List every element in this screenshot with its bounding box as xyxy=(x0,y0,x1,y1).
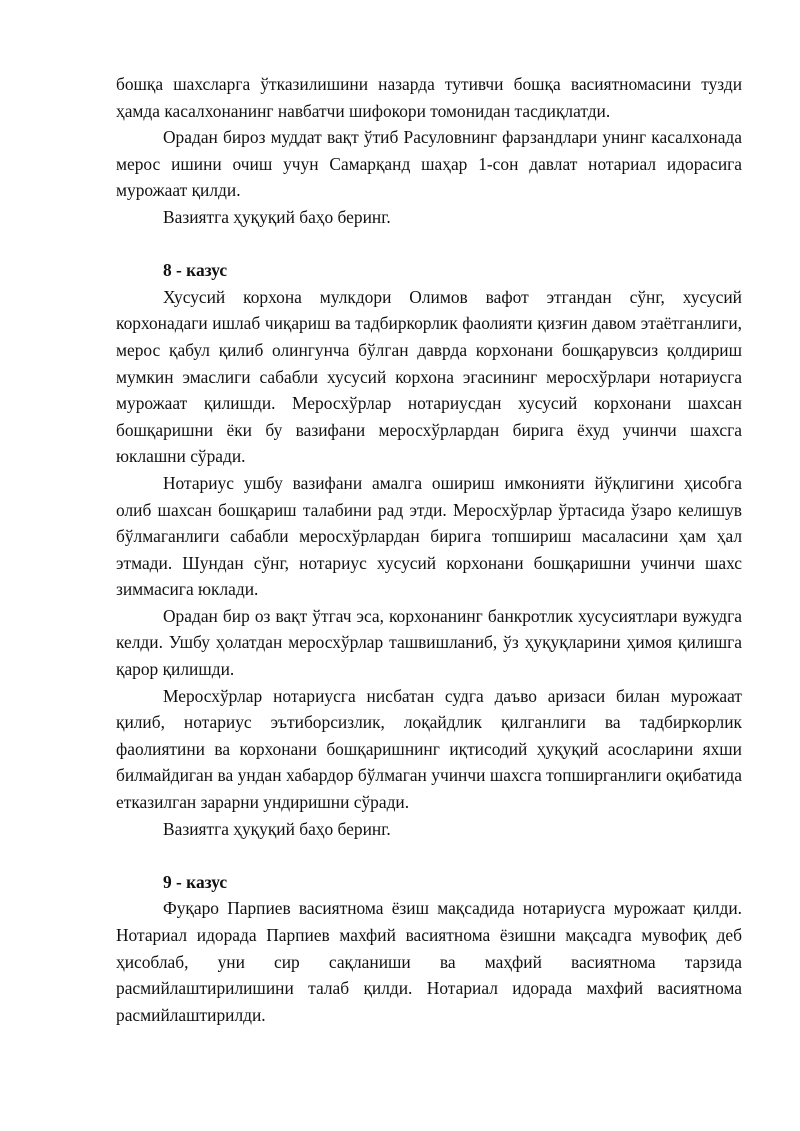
paragraph-intro-notary: Орадан бироз муддат вақт ўтиб Расуловнинг фарзандлари унинг касалхонада мерос ишини очиш учун Самарқанд шаҳар 1-сон давлат нотариал идорасига мурожаат қилди. xyxy=(116,127,742,201)
paragraph-intro-continued: бошқа шахсларга ўтказилишини назарда тутивчи бошқа васиятномасини тузди ҳамда касалхонанинг навбатчи шифокори томонидан тасдиқлатди. xyxy=(116,74,742,121)
case-8-task: Вазиятга ҳуқуқий баҳо беринг. xyxy=(163,818,391,839)
case-9-heading: 9 - казус xyxy=(163,871,228,892)
section-gap xyxy=(116,842,742,869)
case-8-paragraph-4: Меросхўрлар нотариусга нисбатан судга даъво аризаси билан мурожаат қилиб, нотариус эътиборсизлик, лоқайдлик қилганлиги ва тадбиркорлик фаолиятини ва корхонани бошқаришнинг иқтисодий ҳуқуқий асосларини яхши билмайдиган ва ундан хабардор бўлмаган учинчи шахсга топширганлиги оқибатида етказилган зарарни ундиришни сўради. xyxy=(116,685,742,813)
case-8-heading: 8 - казус xyxy=(163,260,228,281)
case-8-paragraph-2: Нотариус ушбу вазифани амалга ошириш имконияти йўқлигини ҳисобга олиб шахсан бошқариш талабини рад этди. Меросхўрлар ўртасида ўзаро келишув бўлмаганлиги сабабли меросхўрлардан бирига топшириш масаласини ҳам ҳал этмади. Шундан сўнг, нотариус хусусий корхонани бошқаришни учинчи шахс зиммасига юклади. xyxy=(116,472,742,600)
case-8-paragraph-3: Орадан бир оз вақт ўтгач эса, корхонанинг банкротлик хусусиятлари вужудга келди. Ушбу ҳолатдан меросхўрлар ташвишланиб, ўз ҳуқуқларини ҳимоя қилишга қарор қилишди. xyxy=(116,605,742,680)
document-page xyxy=(116,71,742,1028)
paragraph-intro-task: Вазиятга ҳуқуқий баҳо беринг. xyxy=(163,206,391,227)
case-9-paragraph-1: Фуқаро Парпиев васиятнома ёзиш мақсадида нотариусга мурожаат қилди. Нотариал идорада Парпиев махфий васиятнома ёзишни мақсадга мувофиқ деб ҳисоблаб, уни сир сақланиши ва маҳфий васиятнома тарзида расмийлаштирилишини талаб қилди. Нотариал идорада махфий васиятнома расмийлаштирилди. xyxy=(116,898,742,1025)
section-gap xyxy=(116,231,742,258)
case-8-paragraph-1: Хусусий корхона мулкдори Олимов вафот этгандан сўнг, хусусий корхонадаги ишлаб чиқариш ва тадбиркорлик фаолияти қизғин давом этаётганлиги, мерос қабул қилиб олингунча бўлган даврда корхонани бошқарувсиз қолдириш мумкин эмаслиги сабабли хусусий корхона эгасининг меросхўрлари нотариусга мурожаат қилишди. Меросхўрлар нотариусдан хусусий корхонани шахсан бошқаришни ёки бу вазифани меросхўрлардан бирига ёхуд учинчи шахсга юклашни сўради. xyxy=(116,286,742,467)
